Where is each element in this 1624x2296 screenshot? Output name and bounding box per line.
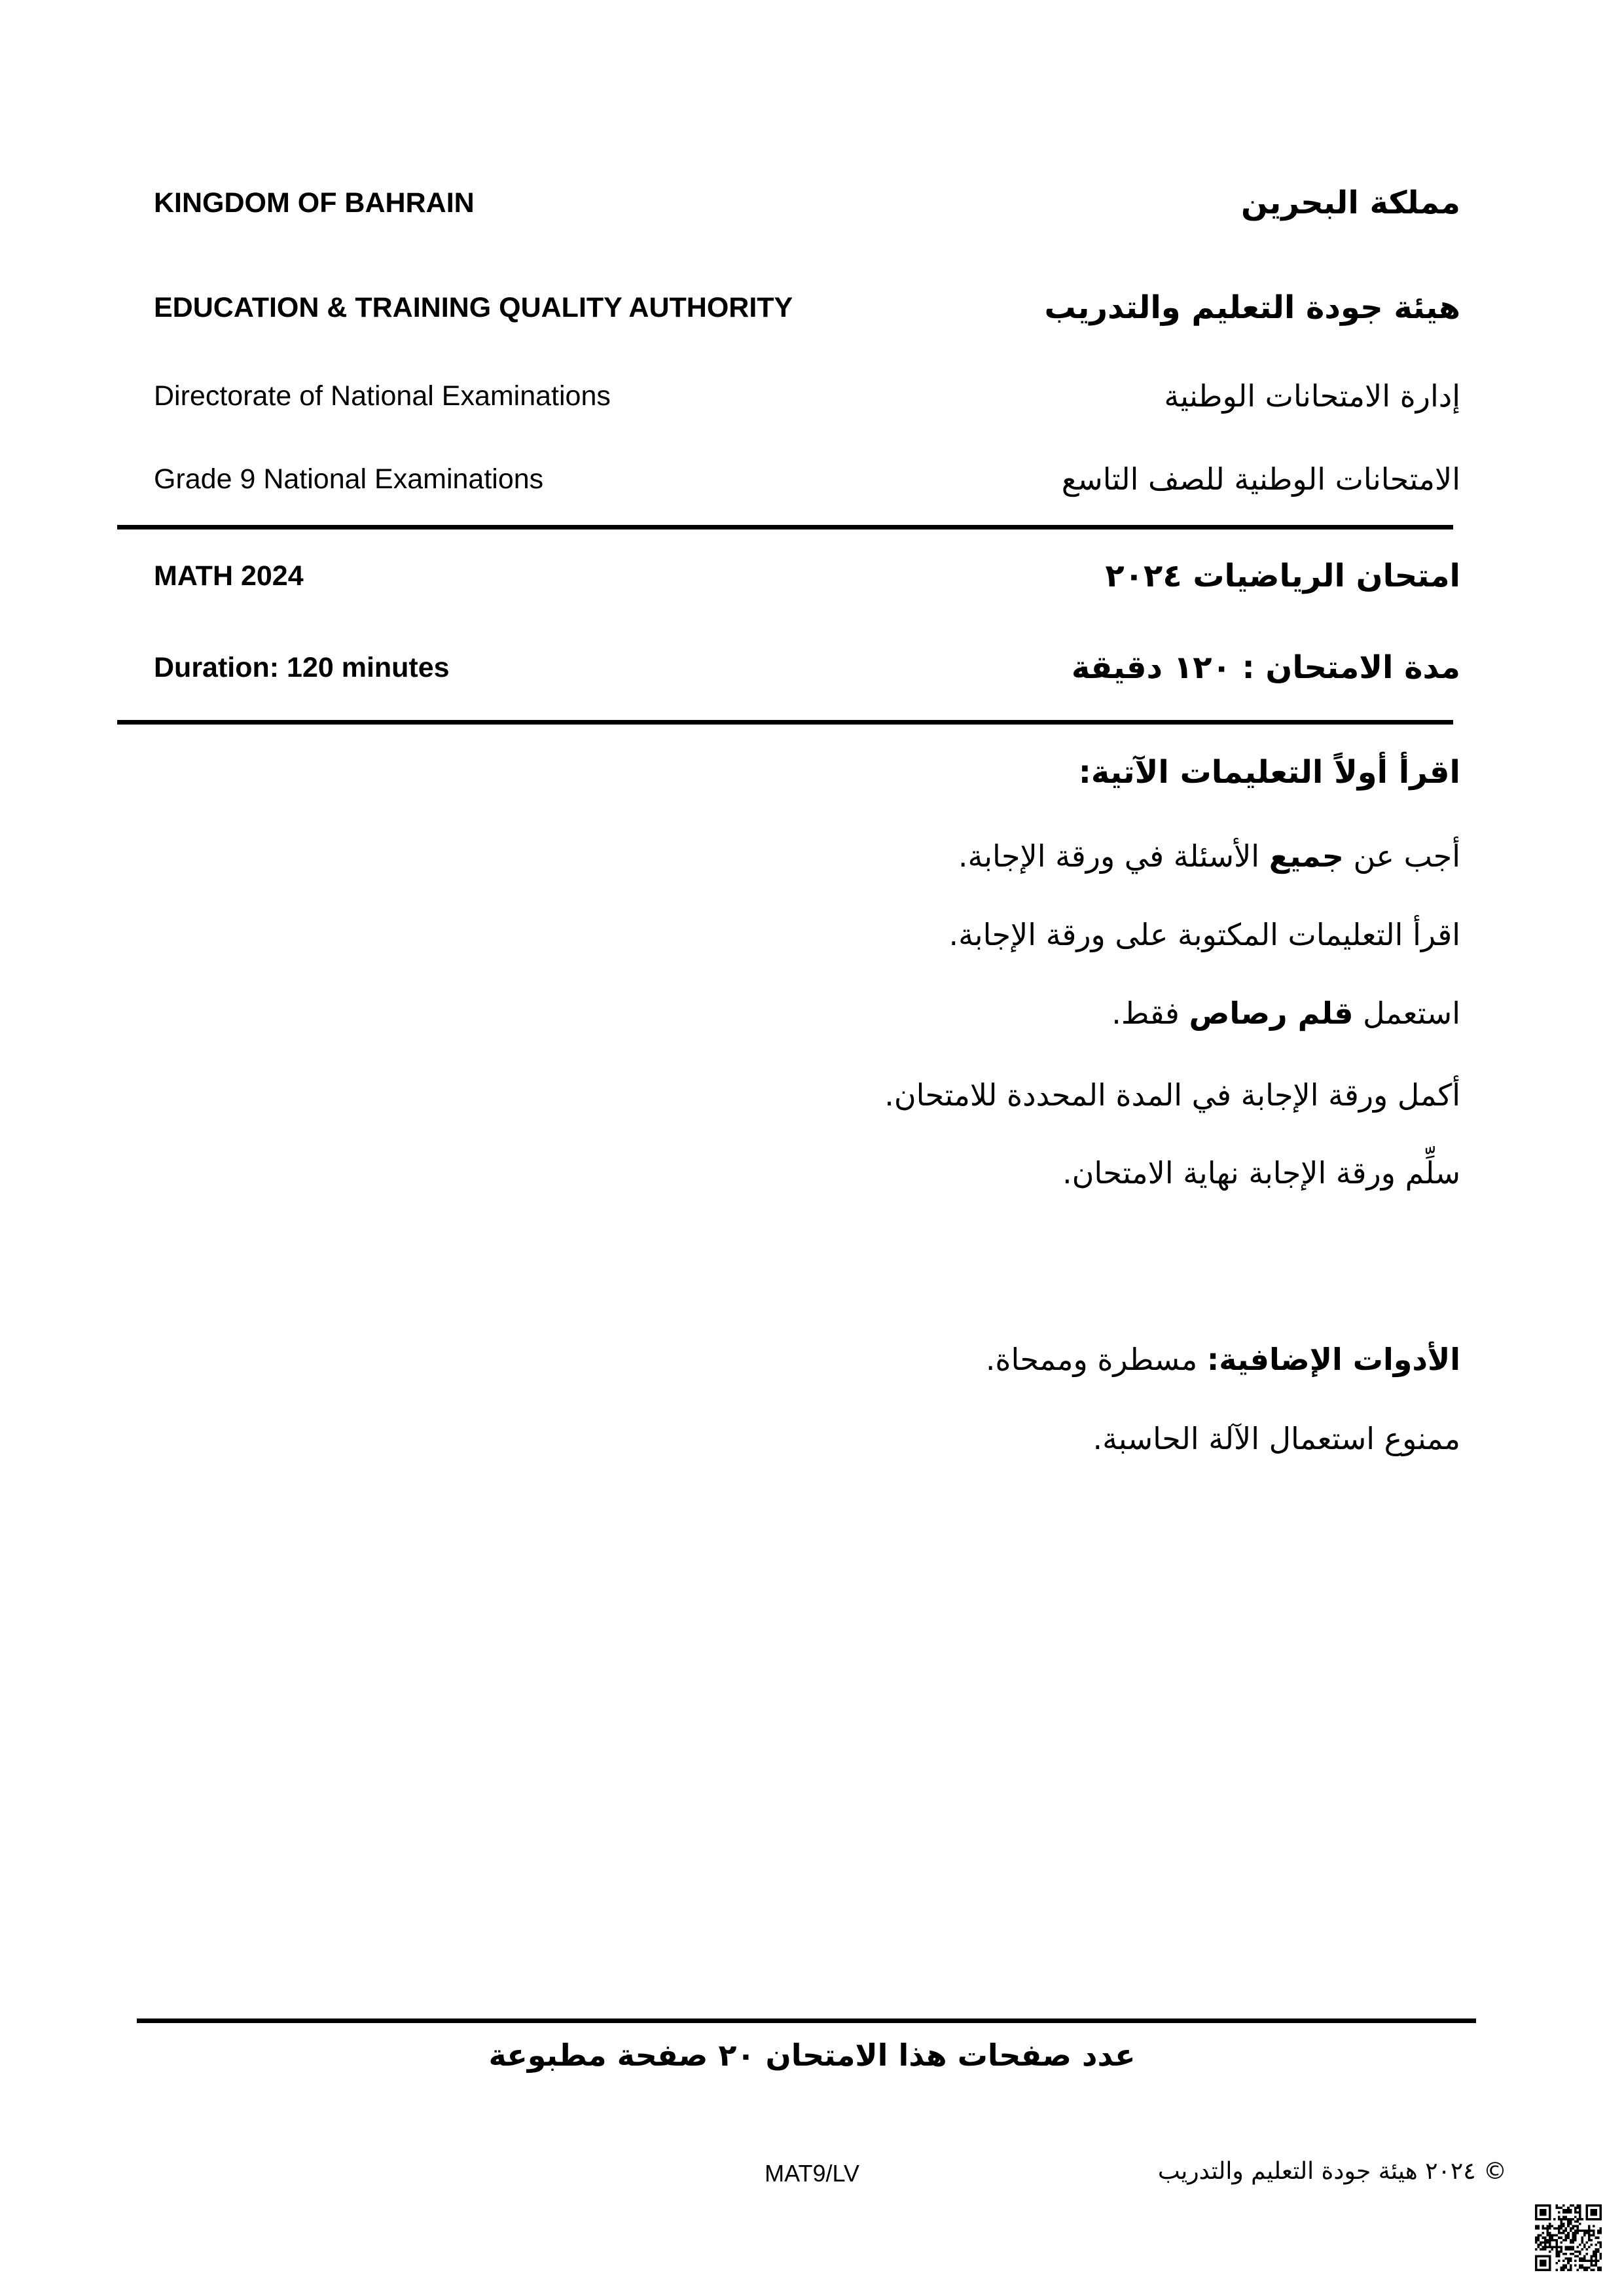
divider-rule-mid [117, 720, 1453, 725]
directorate-en: Directorate of National Examinations [154, 380, 611, 412]
calculator-note [154, 1399, 1460, 1478]
tools-note [154, 1320, 1460, 1399]
qr-code-icon [1535, 2204, 1602, 2271]
instructions-heading: اقرأ أولاً التعليمات الآتية: [1078, 754, 1460, 791]
instruction-text: اقرأ التعليمات المكتوبة على ورقة الإجابة. [948, 917, 1460, 952]
instruction-text: فقط. [1111, 996, 1189, 1031]
exam-subject-ar: امتحان الرياضيات ٢٠٢٤ [1105, 558, 1460, 594]
paper-code: MAT9/LV [765, 2160, 859, 2187]
instruction-text: سلِّم ورقة الإجابة نهاية الامتحان. [1062, 1155, 1460, 1191]
instruction-text: ممنوع استعمال الآلة الحاسبة. [1092, 1421, 1460, 1456]
directorate-ar: إدارة الامتحانات الوطنية [1164, 378, 1460, 414]
instruction-text-bold: جميع [1269, 838, 1344, 874]
exam-subject-en: MATH 2024 [154, 560, 304, 592]
authority-name-en: EDUCATION & TRAINING QUALITY AUTHORITY [154, 291, 793, 323]
letterhead-row [154, 443, 1460, 515]
exam-duration-row [154, 632, 1460, 704]
instruction-text: استعمل [1353, 996, 1460, 1031]
instruction-text-bold: الأدوات الإضافية: [1206, 1342, 1460, 1377]
instruction-item [154, 1056, 1460, 1134]
exam-duration-ar: مدة الامتحان : ١٢٠ دقيقة [1071, 649, 1460, 686]
letterhead-row [154, 360, 1460, 432]
exam-subject-row [154, 540, 1460, 612]
copyright-notice: © ٢٠٢٤ هيئة جودة التعليم والتدريب [1157, 2158, 1507, 2185]
letterhead-row [154, 167, 1460, 239]
instruction-text: مسطرة وممحاة. [985, 1342, 1207, 1377]
instruction-text: أكمل ورقة الإجابة في المدة المحددة للامتحان. [884, 1077, 1460, 1113]
page-count-note: عدد صفحات هذا الامتحان ٢٠ صفحة مطبوعة [488, 2037, 1136, 2073]
kingdom-of-bahrain-ar: مملكة البحرين [1241, 185, 1460, 221]
instruction-item [154, 817, 1460, 895]
grade-exams-ar: الامتحانات الوطنية للصف التاسع [1061, 461, 1460, 497]
divider-rule-top [117, 525, 1453, 529]
kingdom-of-bahrain-en: KINGDOM OF BAHRAIN [154, 187, 475, 219]
instruction-item [154, 974, 1460, 1052]
letterhead-row [154, 272, 1460, 344]
grade-exams-en: Grade 9 National Examinations [154, 463, 544, 495]
authority-name-ar: هيئة جودة التعليم والتدريب [1044, 289, 1460, 326]
instruction-text: الأسئلة في ورقة الإجابة. [958, 838, 1269, 874]
instruction-text: أجب عن [1343, 838, 1460, 874]
instruction-item [154, 1134, 1460, 1212]
instruction-text-bold: قلم رصاص [1189, 996, 1354, 1031]
exam-duration-en: Duration: 120 minutes [154, 651, 450, 683]
instruction-item [154, 895, 1460, 974]
